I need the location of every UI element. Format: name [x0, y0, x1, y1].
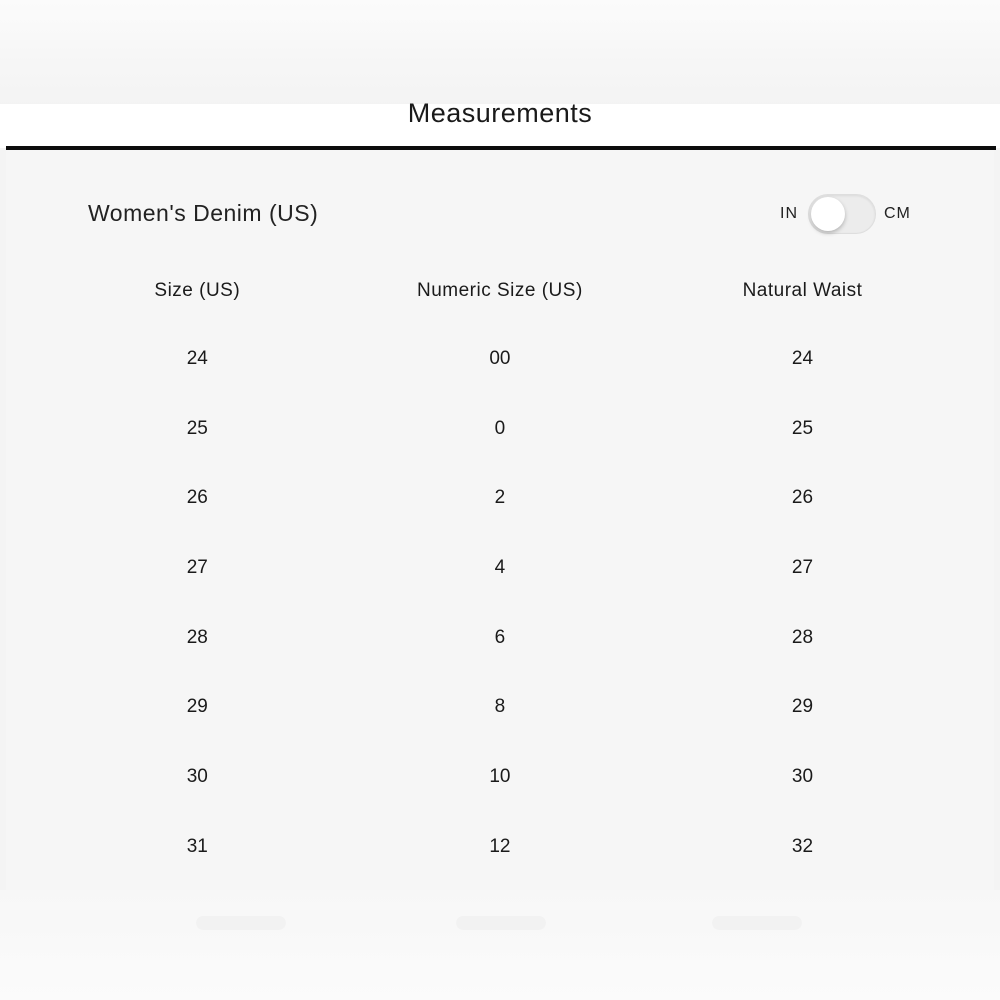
- table-row: [46, 394, 954, 464]
- blurred-row-shadow: [456, 916, 546, 930]
- cell-size: 28: [186, 626, 208, 648]
- cell-size: 31: [186, 835, 208, 857]
- cell-natural-waist: 26: [791, 487, 814, 509]
- cell-size: 29: [186, 696, 208, 718]
- cell-numeric-size: 2: [494, 487, 506, 509]
- page-title: Measurements: [407, 98, 593, 128]
- cell-size: 30: [186, 765, 208, 787]
- table-header: [46, 258, 954, 324]
- unit-switch[interactable]: [808, 194, 876, 234]
- cell-numeric-size: 4: [494, 556, 506, 578]
- table-row: [46, 463, 954, 533]
- blurred-row-shadow: [196, 916, 286, 930]
- unit-toggle[interactable]: [780, 192, 920, 236]
- size-chart-name: Women's Denim (US): [88, 200, 319, 226]
- cell-natural-waist: 32: [791, 835, 814, 857]
- cell-natural-waist: 29: [791, 696, 814, 718]
- cell-numeric-size: 6: [494, 626, 506, 648]
- unit-label-cm[interactable]: CM: [884, 205, 911, 222]
- table-row: [46, 603, 954, 673]
- table-row: [46, 742, 954, 812]
- header-natural-waist: Natural Waist: [742, 280, 863, 301]
- cell-numeric-size: 8: [494, 696, 506, 718]
- cell-numeric-size: 12: [489, 835, 511, 857]
- unit-label-in[interactable]: IN: [780, 205, 798, 222]
- header-size-us: Size (US): [154, 280, 241, 301]
- unit-switch-knob[interactable]: [811, 197, 845, 231]
- table-row: [46, 672, 954, 742]
- cell-numeric-size: 0: [494, 417, 506, 439]
- cell-size: 26: [186, 487, 208, 509]
- cell-size: 25: [186, 417, 208, 439]
- table-row: [46, 533, 954, 603]
- cell-natural-waist: 24: [791, 347, 814, 369]
- header-numeric-size: Numeric Size (US): [416, 280, 583, 301]
- cell-natural-waist: 25: [791, 417, 814, 439]
- cell-size: 24: [186, 347, 208, 369]
- cell-natural-waist: 28: [791, 626, 814, 648]
- cell-natural-waist: 30: [791, 765, 814, 787]
- bottom-blurred-area: [0, 890, 1000, 1000]
- cell-numeric-size: 00: [489, 347, 511, 369]
- blurred-row-shadow: [712, 916, 802, 930]
- cell-natural-waist: 27: [791, 556, 814, 578]
- table-row: [46, 324, 954, 394]
- top-blurred-area: [0, 0, 1000, 108]
- cell-numeric-size: 10: [489, 765, 511, 787]
- size-table: [46, 258, 954, 882]
- cell-size: 27: [186, 556, 208, 578]
- table-row: [46, 812, 954, 882]
